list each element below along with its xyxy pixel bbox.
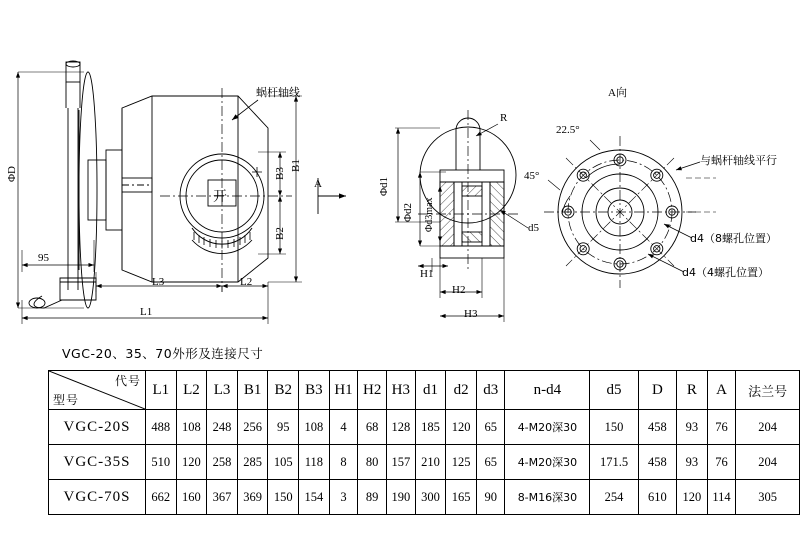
dim-phi-D [18, 72, 84, 308]
cell: 8 [329, 445, 358, 480]
col-header: B3 [299, 371, 330, 410]
table-header-row [49, 371, 800, 410]
center-section-view [395, 110, 520, 270]
cell: 76 [707, 445, 736, 480]
col-header: A [707, 371, 736, 410]
cell: 4-M20深30 [505, 445, 590, 480]
cell: 458 [638, 445, 676, 480]
cell: 3 [329, 480, 358, 515]
cell: 120 [176, 445, 207, 480]
cell: 157 [387, 445, 416, 480]
cell: 120 [446, 410, 477, 445]
cell: 65 [476, 445, 505, 480]
col-header: d1 [415, 371, 446, 410]
label-phi-d3max: Φd3max [424, 197, 435, 232]
cell: 165 [446, 480, 477, 515]
cell: 90 [476, 480, 505, 515]
cell: 150 [268, 480, 299, 515]
cell: 114 [707, 480, 736, 515]
cell: 300 [415, 480, 446, 515]
row-model: VGC-35S [49, 445, 146, 480]
col-header: d3 [476, 371, 505, 410]
cell: 610 [638, 480, 676, 515]
col-header: B2 [268, 371, 299, 410]
label-section-A: A [314, 178, 322, 190]
cell: 4 [329, 410, 358, 445]
cell: 95 [268, 410, 299, 445]
label-dim-B3: B3 [274, 167, 286, 180]
label-dim-L2: L2 [240, 276, 253, 288]
col-header: H3 [387, 371, 416, 410]
row-model: VGC-20S [49, 410, 146, 445]
label-H1: H1 [420, 268, 434, 280]
cell: 171.5 [590, 445, 638, 480]
cell: 128 [387, 410, 416, 445]
label-angle-45: 45° [524, 170, 540, 182]
cell: 488 [146, 410, 177, 445]
col-header: H1 [329, 371, 358, 410]
cell: 190 [387, 480, 416, 515]
dimension-table [48, 370, 800, 515]
col-header: L2 [176, 371, 207, 410]
label-angle-225: 22.5° [556, 124, 580, 136]
cell: 89 [358, 480, 387, 515]
col-header: L3 [207, 371, 238, 410]
drawing-caption: VGC-20、35、70外形及连接尺寸 [62, 346, 264, 361]
table-row [49, 445, 800, 480]
label-phi-d1: Φd1 [378, 176, 390, 196]
label-dim-L3: L3 [152, 276, 165, 288]
col-header: R [677, 371, 708, 410]
cell: 150 [590, 410, 638, 445]
col-header: B1 [237, 371, 268, 410]
cell: 285 [237, 445, 268, 480]
cell: 256 [237, 410, 268, 445]
cell: 258 [207, 445, 238, 480]
label-dim-B1: B1 [290, 159, 302, 172]
cell: 65 [476, 410, 505, 445]
col-header: 法兰号 [736, 371, 800, 410]
cell: 76 [707, 410, 736, 445]
col-header: n-d4 [505, 371, 590, 410]
cell: 510 [146, 445, 177, 480]
label-parallel-note: 与蜗杆轴线平行 [700, 154, 777, 167]
label-dim-B2: B2 [274, 227, 286, 240]
cell: 254 [590, 480, 638, 515]
cell: 93 [677, 445, 708, 480]
label-open-mark: 开 [213, 189, 227, 205]
label-dim-95: 95 [38, 252, 49, 264]
cell: 120 [677, 480, 708, 515]
cell: 93 [677, 410, 708, 445]
label-d4-8holes: d4（8螺孔位置） [690, 232, 777, 245]
label-view-A: A向 [608, 87, 627, 99]
cell: 305 [736, 480, 800, 515]
cell: 154 [299, 480, 330, 515]
cell: 8-M16深30 [505, 480, 590, 515]
corner-label-code: 代号 [114, 374, 141, 388]
cell: 367 [207, 480, 238, 515]
cell: 662 [146, 480, 177, 515]
cell: 248 [207, 410, 238, 445]
label-dim-L1: L1 [140, 306, 153, 318]
table-corner-cell [49, 371, 146, 410]
cell: 118 [299, 445, 330, 480]
cell: 68 [358, 410, 387, 445]
dim-B2 [258, 196, 286, 254]
table-row [49, 480, 800, 515]
cell: 210 [415, 445, 446, 480]
label-d4-4holes: d4（4螺孔位置） [682, 266, 769, 279]
cell: 369 [237, 480, 268, 515]
cell: 204 [736, 445, 800, 480]
cell: 185 [415, 410, 446, 445]
cell: 108 [176, 410, 207, 445]
label-worm-axis: 蜗杆轴线 [256, 86, 300, 99]
label-H3: H3 [464, 308, 478, 320]
cell: 4-M20深30 [505, 410, 590, 445]
label-phi-d2: Φd2 [402, 202, 414, 222]
cell: 108 [299, 410, 330, 445]
col-header: H2 [358, 371, 387, 410]
corner-label-model: 型号 [53, 393, 80, 407]
label-phi-D: ΦD [6, 166, 18, 182]
cell: 125 [446, 445, 477, 480]
label-R: R [500, 112, 508, 124]
col-header: d2 [446, 371, 477, 410]
col-header: d5 [590, 371, 638, 410]
cell: 80 [358, 445, 387, 480]
cell: 160 [176, 480, 207, 515]
table-row [49, 410, 800, 445]
col-header: D [638, 371, 676, 410]
cell: 105 [268, 445, 299, 480]
dim-95 [22, 240, 94, 272]
section-arrow-A [318, 178, 346, 214]
cell: 458 [638, 410, 676, 445]
col-header: L1 [146, 371, 177, 410]
cell: 204 [736, 410, 800, 445]
label-H2: H2 [452, 284, 466, 296]
left-elevation-view [29, 61, 292, 308]
label-d5: d5 [528, 222, 539, 234]
row-model: VGC-70S [49, 480, 146, 515]
